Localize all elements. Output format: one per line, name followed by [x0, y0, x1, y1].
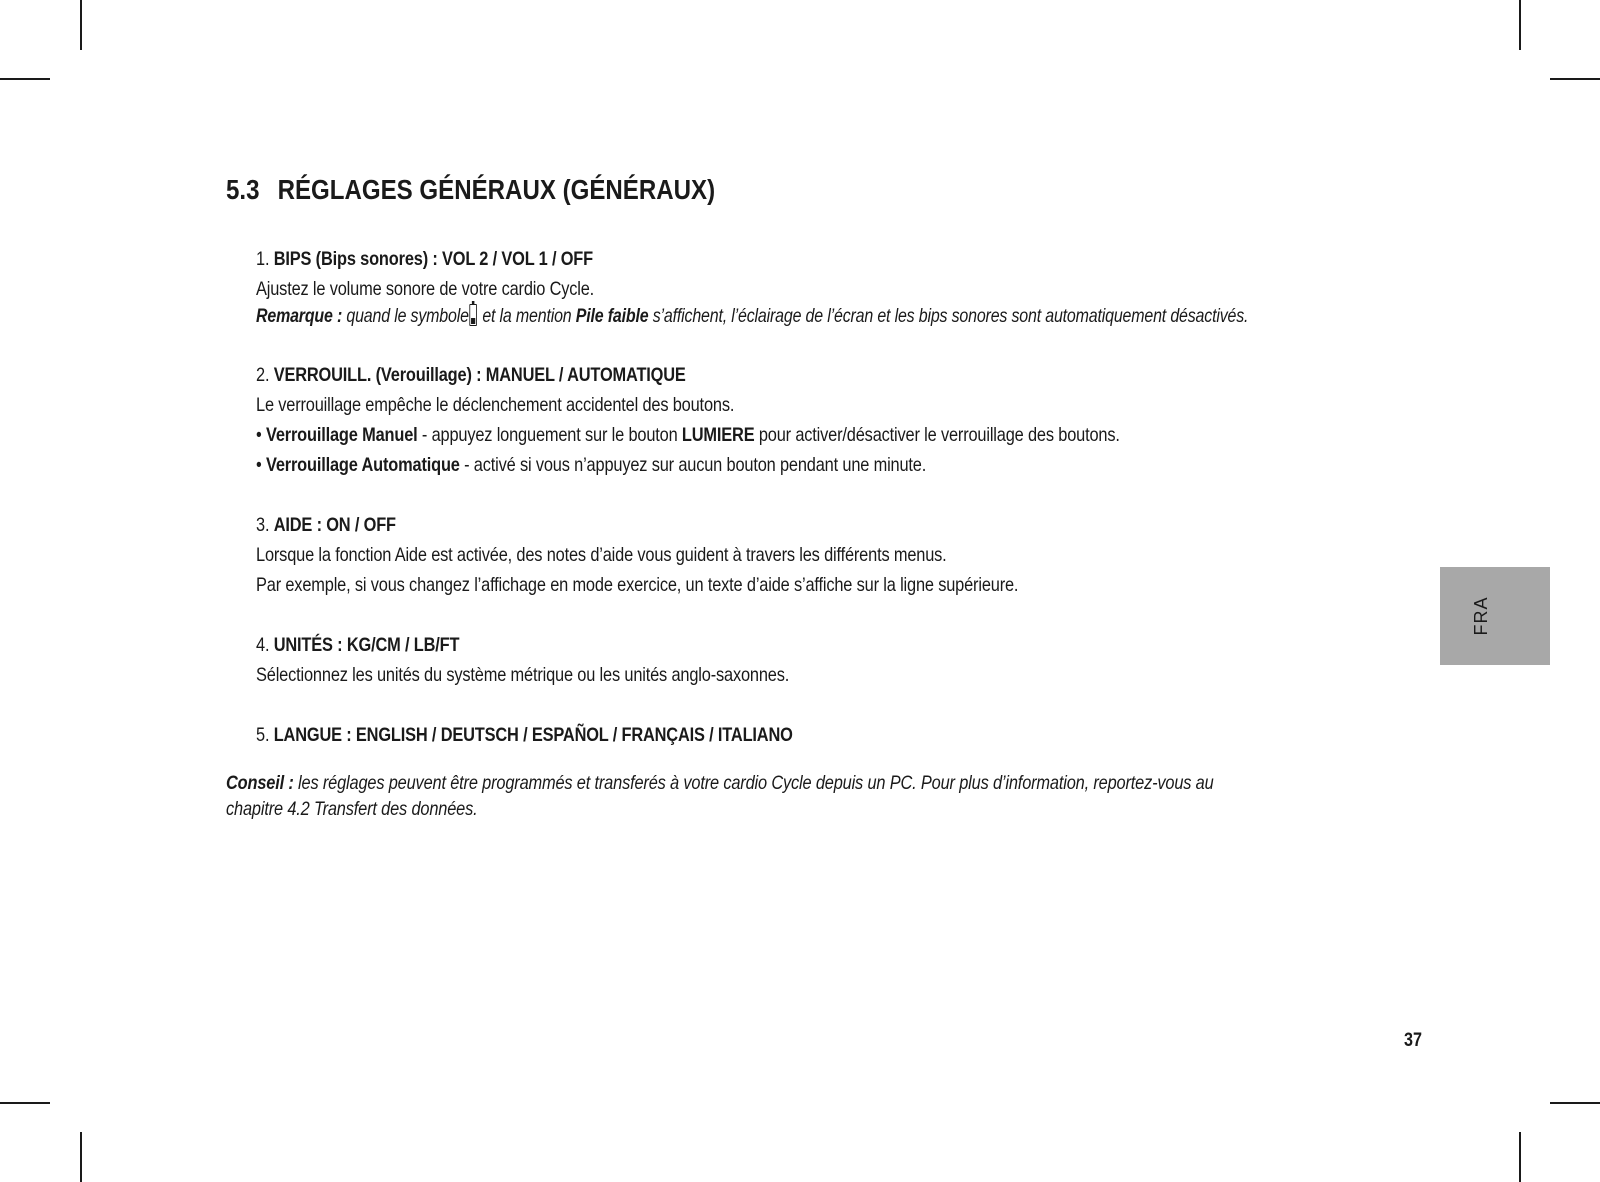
bullet-bold: Verrouillage Automatique — [265, 454, 460, 476]
item-text: Lorsque la fonction Aide est activée, des notes d’aide vous guident à travers les différents menus. — [256, 544, 947, 566]
bullet-text-end: pour activer/désactiver le verrouillage des boutons. — [754, 424, 1120, 446]
crop-mark-bottom-left-horizontal — [0, 1102, 50, 1104]
page-content — [226, 170, 1406, 822]
battery-low-icon — [470, 304, 478, 326]
tip-line-2: chapitre 4.2 Transfert des données. — [226, 798, 478, 820]
bullet-bold-button: LUMIERE — [681, 424, 755, 446]
bullet-text: - activé si vous n’appuyez sur aucun bouton pendant une minute. — [459, 454, 927, 476]
page-number: 37 — [1404, 1030, 1422, 1051]
note-text-b: et la mention — [478, 306, 576, 327]
note-bold: Pile faible — [575, 306, 649, 327]
item-index: 3. — [256, 514, 270, 536]
language-side-tab — [1440, 567, 1550, 665]
crop-mark-top-right-horizontal — [1550, 78, 1600, 80]
item-heading: BIPS (Bips sonores) : VOL 2 / VOL 1 / OFF — [273, 248, 593, 270]
item-heading-row — [256, 720, 1406, 750]
item-index: 4. — [256, 634, 270, 656]
item-text: Sélectionnez les unités du système métrique ou les unités anglo-saxonnes. — [256, 664, 790, 686]
list-item-langue — [226, 720, 1406, 750]
item-index: 1. — [256, 248, 270, 270]
item-heading-row — [256, 244, 1406, 274]
list-item-aide — [226, 510, 1406, 600]
list-item-bips — [226, 244, 1406, 330]
item-index: 2. — [256, 364, 270, 386]
tip-paragraph — [226, 770, 1406, 822]
item-heading: UNITÉS : KG/CM / LB/FT — [273, 634, 460, 656]
note-line — [256, 304, 1406, 330]
list-item-verrouillage — [226, 360, 1406, 480]
item-heading-row — [256, 510, 1406, 540]
note-text-c: s’affichent, l’éclairage de l’écran et les bips sonores sont automatiquement désactivés. — [648, 306, 1249, 327]
section-title — [226, 170, 1241, 210]
crop-mark-top-right-vertical — [1519, 0, 1521, 50]
crop-mark-bottom-left-vertical — [80, 1132, 82, 1182]
crop-mark-top-left-horizontal — [0, 78, 50, 80]
tip-label: Conseil : — [226, 772, 294, 794]
bullet-manual: • Verrouillage Manuel - appuyez longuement sur le bouton LUMIERE pour activer/désactiver le verrouillage des boutons. — [256, 424, 1120, 446]
item-heading-row — [256, 630, 1406, 660]
item-heading: AIDE : ON / OFF — [273, 514, 396, 536]
crop-mark-bottom-right-horizontal — [1550, 1102, 1600, 1104]
item-text: Ajustez le volume sonore de votre cardio Cycle. — [256, 278, 595, 300]
item-text: Le verrouillage empêche le déclenchement accidentel des boutons. — [256, 394, 735, 416]
item-heading: LANGUE : ENGLISH / DEUTSCH / ESPAÑOL / FRANÇAIS / ITALIANO — [273, 724, 793, 746]
list-item-unites — [226, 630, 1406, 690]
bullet-text: - appuyez longuement sur le bouton — [417, 424, 682, 446]
tip-line-1 — [226, 770, 1406, 796]
item-heading: VERROUILL. (Verouillage) : MANUEL / AUTOMATIQUE — [273, 364, 686, 386]
section-number: 5.3 — [226, 174, 260, 205]
crop-mark-bottom-right-vertical — [1519, 1132, 1521, 1182]
bullet-automatic: • Verrouillage Automatique - activé si vous n’appuyez sur aucun bouton pendant une minute. — [256, 454, 927, 476]
item-text-2: Par exemple, si vous changez l’affichage en mode exercice, un texte d’aide s’affiche sur la ligne supérieure. — [256, 574, 1019, 596]
section-title-text: RÉGLAGES GÉNÉRAUX (GÉNÉRAUX) — [277, 174, 716, 205]
tip-text: les réglages peuvent être programmés et transferés à votre cardio Cycle depuis un PC. Pour plus d’information, reportez-vous au — [293, 772, 1214, 794]
item-heading-row — [256, 360, 1406, 390]
bullet-bold: Verrouillage Manuel — [265, 424, 418, 446]
note-text-a: quand le symbole — [342, 306, 469, 327]
note-label: Remarque : — [256, 306, 343, 327]
item-index: 5. — [256, 724, 270, 746]
language-tab-label: FRA — [1471, 596, 1491, 636]
crop-mark-top-left-vertical — [80, 0, 82, 50]
